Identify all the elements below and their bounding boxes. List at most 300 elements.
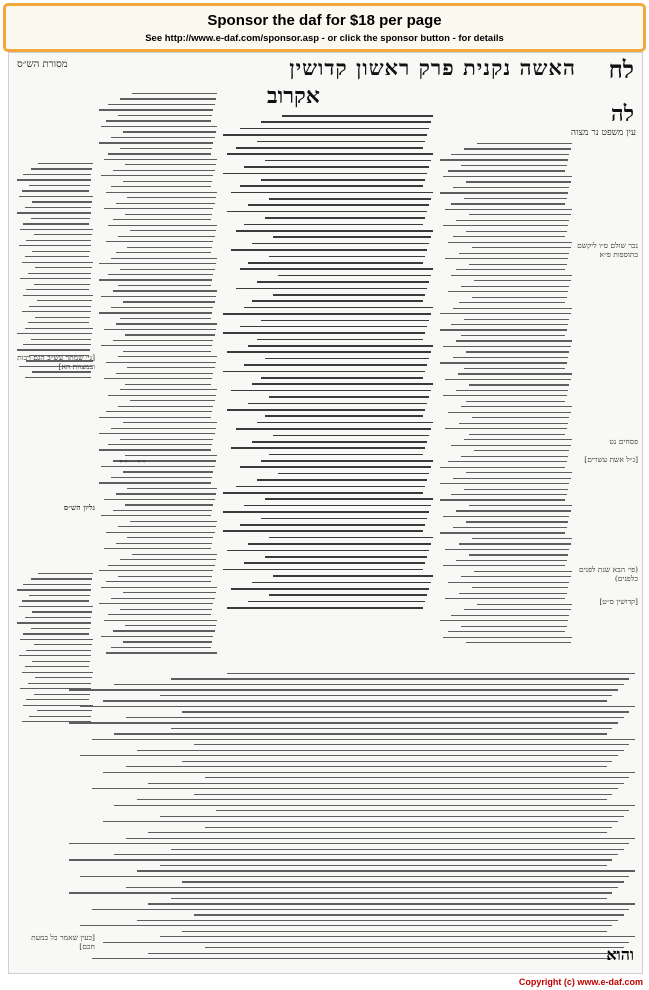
- text-line: [464, 609, 571, 610]
- text-line: [456, 269, 566, 270]
- text-line: [472, 538, 572, 539]
- text-line: [461, 456, 568, 457]
- text-line: [466, 472, 572, 473]
- text-line: [231, 588, 428, 590]
- text-line: [103, 772, 635, 773]
- text-line: [182, 761, 612, 762]
- text-line: [231, 192, 433, 194]
- text-line: [92, 958, 613, 959]
- text-line: [466, 642, 570, 643]
- text-line: [448, 631, 565, 632]
- text-line: [236, 230, 433, 232]
- text-line: [116, 252, 212, 253]
- text-line: [469, 505, 572, 506]
- text-line: [223, 371, 425, 373]
- text-line: [108, 395, 215, 396]
- text-line: [99, 482, 211, 483]
- daf-number: לח: [608, 55, 634, 84]
- text-line: [29, 185, 90, 186]
- text-line: [80, 876, 629, 877]
- text-line: [23, 223, 89, 224]
- text-line: [461, 406, 572, 407]
- text-line: [194, 794, 613, 795]
- text-line: [456, 560, 567, 561]
- text-line: [114, 805, 635, 806]
- text-line: [269, 198, 431, 200]
- text-line: [453, 478, 570, 479]
- text-line: [227, 550, 429, 552]
- text-line: [23, 633, 89, 634]
- text-line: [23, 295, 93, 296]
- text-line: [445, 209, 572, 210]
- text-line: [99, 142, 213, 143]
- text-line: [223, 134, 427, 136]
- text-line: [240, 524, 425, 526]
- text-line: [99, 417, 211, 418]
- text-line: [127, 537, 213, 538]
- text-line: [123, 641, 213, 642]
- text-line: [248, 204, 429, 206]
- text-line: [171, 898, 607, 899]
- text-line: [113, 630, 214, 631]
- text-line: [273, 435, 428, 437]
- text-line: [252, 582, 431, 584]
- text-line: [269, 256, 424, 258]
- text-line: [451, 445, 571, 446]
- text-line: [223, 511, 429, 513]
- masechet-label: מסורת הש״ס: [17, 59, 68, 70]
- daf-quote-label: עין משפט נר מצוה: [570, 128, 636, 138]
- text-line: [101, 175, 213, 176]
- text-line: [244, 224, 423, 226]
- text-line: [116, 543, 213, 544]
- text-line: [464, 439, 572, 440]
- text-line: [451, 615, 570, 616]
- text-line: [103, 700, 607, 701]
- text-line: [223, 569, 423, 571]
- text-line: [92, 788, 618, 789]
- text-line: [113, 170, 214, 171]
- text-line: [69, 859, 612, 860]
- text-line: [440, 499, 565, 500]
- text-line: [34, 644, 93, 645]
- text-line: [461, 576, 571, 577]
- text-line: [257, 339, 423, 341]
- text-line: [448, 461, 567, 462]
- text-line: [248, 601, 424, 603]
- text-line: [25, 207, 92, 208]
- text-line: [37, 300, 92, 301]
- margin-note: (פי׳ הבא שנת לפנים כלפנים): [579, 565, 638, 583]
- talmud-page: [8, 52, 643, 974]
- text-line: [223, 173, 427, 175]
- text-line: [223, 313, 431, 315]
- text-line: [137, 799, 607, 800]
- text-line: [80, 925, 612, 926]
- text-line: [106, 411, 212, 412]
- text-line: [28, 322, 90, 323]
- text-line: [227, 351, 431, 353]
- page-header-title: האשה נקנית פרק ראשון קדושין: [289, 55, 576, 80]
- text-line: [464, 319, 570, 320]
- text-line: [160, 816, 624, 817]
- text-line: [466, 401, 565, 402]
- text-line: [205, 777, 630, 778]
- text-line: [118, 236, 215, 237]
- text-line: [472, 247, 571, 248]
- text-line: [101, 636, 213, 637]
- text-line: [120, 98, 216, 99]
- text-line: [269, 396, 429, 398]
- text-line: [453, 527, 567, 528]
- text-line: [474, 450, 569, 451]
- text-line: [111, 258, 217, 259]
- text-line: [126, 717, 624, 718]
- text-line: [17, 333, 92, 334]
- text-line: [466, 351, 569, 352]
- text-line: [31, 218, 90, 219]
- text-line: [240, 466, 431, 468]
- bottom-commentary: [69, 673, 635, 963]
- text-line: [103, 821, 618, 822]
- text-line: [99, 433, 215, 434]
- text-line: [137, 750, 624, 751]
- text-line: [461, 286, 569, 287]
- text-line: [26, 289, 89, 290]
- text-line: [123, 301, 215, 302]
- text-line: [99, 279, 212, 280]
- text-line: [32, 251, 90, 252]
- text-line: [126, 887, 618, 888]
- text-line: [440, 329, 567, 330]
- text-line: [443, 565, 566, 566]
- text-line: [125, 164, 216, 165]
- text-line: [265, 498, 433, 500]
- text-line: [453, 308, 572, 309]
- text-line: [171, 849, 624, 850]
- text-line: [445, 258, 568, 259]
- text-line: [32, 611, 92, 612]
- text-line: [22, 600, 90, 601]
- text-line: [466, 181, 570, 182]
- text-line: [116, 373, 214, 374]
- text-line: [106, 241, 213, 242]
- text-line: [278, 275, 431, 277]
- text-line: [111, 598, 215, 599]
- text-line: [440, 532, 565, 533]
- text-line: [261, 518, 427, 520]
- text-line: [92, 739, 635, 740]
- text-line: [113, 510, 212, 511]
- text-line: [123, 351, 212, 352]
- text-line: [123, 471, 214, 472]
- text-line: [227, 211, 427, 213]
- text-line: [461, 165, 567, 166]
- text-line: [120, 269, 214, 270]
- text-line: [443, 395, 567, 396]
- text-line: [456, 390, 568, 391]
- text-line: [453, 187, 569, 188]
- text-line: [25, 617, 92, 618]
- text-line: [440, 192, 568, 193]
- text-line: [469, 384, 569, 385]
- text-line: [111, 428, 216, 429]
- text-line: [137, 920, 618, 921]
- text-line: [125, 504, 214, 505]
- text-line: [240, 268, 433, 270]
- text-line: [23, 344, 91, 345]
- text-line: [231, 249, 426, 251]
- text-line: [248, 403, 427, 405]
- text-line: [459, 302, 566, 303]
- text-line: [273, 294, 424, 296]
- text-line: [104, 159, 217, 160]
- text-line: [69, 722, 618, 723]
- text-line: [25, 256, 90, 257]
- text-line: [461, 626, 567, 627]
- text-line: [111, 307, 214, 308]
- text-line: [31, 578, 93, 579]
- text-line: [25, 328, 93, 329]
- text-line: [19, 245, 91, 246]
- text-line: [125, 625, 216, 626]
- text-line: [205, 947, 624, 948]
- text-line: [448, 412, 571, 413]
- text-line: [114, 733, 606, 734]
- text-line: [137, 870, 635, 871]
- text-line: [194, 744, 630, 745]
- text-line: [451, 154, 570, 155]
- text-line: [461, 335, 565, 336]
- text-line: [34, 234, 93, 235]
- rashi-column: [440, 143, 572, 655]
- text-line: [443, 516, 570, 517]
- text-line: [17, 622, 91, 623]
- text-line: [265, 160, 431, 162]
- text-line: [282, 115, 433, 117]
- text-line: [22, 190, 90, 191]
- text-line: [236, 147, 423, 149]
- gemara-column: [223, 115, 433, 657]
- text-line: [469, 554, 568, 555]
- text-line: [32, 371, 91, 372]
- text-line: [458, 373, 572, 374]
- text-line: [101, 296, 215, 297]
- text-line: [443, 176, 572, 177]
- text-line: [108, 444, 212, 445]
- text-line: [472, 297, 567, 298]
- copyright-text[interactable]: Copyright (c) www.e-daf.com: [518, 977, 643, 987]
- text-line: [19, 196, 93, 197]
- text-line: [123, 422, 217, 423]
- text-line: [114, 854, 618, 855]
- text-line: [111, 647, 211, 648]
- text-line: [466, 231, 566, 232]
- text-line: [171, 728, 612, 729]
- text-line: [445, 428, 566, 429]
- text-line: [216, 810, 629, 811]
- text-line: [227, 607, 422, 609]
- text-line: [464, 368, 566, 369]
- text-line: [236, 486, 425, 488]
- text-line: [17, 349, 90, 350]
- text-line: [104, 620, 217, 621]
- text-line: [194, 914, 624, 915]
- text-line: [257, 479, 427, 481]
- text-line: [248, 262, 422, 264]
- text-line: [108, 104, 214, 105]
- text-line: [443, 225, 568, 226]
- text-line: [456, 220, 570, 221]
- text-line: [99, 263, 216, 264]
- text-line: [120, 318, 211, 319]
- text-line: [25, 666, 90, 667]
- sponsor-banner[interactable]: [3, 3, 646, 52]
- text-line: [160, 865, 607, 866]
- text-line: [125, 214, 212, 215]
- text-line: [113, 290, 217, 291]
- text-line: [451, 275, 572, 276]
- text-line: [108, 614, 211, 615]
- text-line: [261, 320, 429, 322]
- text-line: [118, 356, 217, 357]
- text-line: [244, 505, 431, 507]
- text-line: [38, 573, 93, 574]
- text-line: [464, 489, 568, 490]
- text-line: [104, 329, 216, 330]
- text-line: [464, 198, 567, 199]
- text-line: [269, 537, 433, 539]
- text-line: [244, 307, 433, 309]
- text-line: [17, 589, 91, 590]
- text-line: [244, 364, 427, 366]
- sponsor-subtitle[interactable]: See http://www.e-daf.com/sponsor.asp - or click the sponsor button - for details: [145, 33, 504, 44]
- text-line: [252, 243, 428, 245]
- text-line: [236, 288, 427, 290]
- text-line: [118, 115, 212, 116]
- text-line: [451, 494, 567, 495]
- text-line: [106, 581, 211, 582]
- text-line: [101, 587, 217, 588]
- text-line: [223, 530, 423, 532]
- text-line: [273, 236, 431, 238]
- text-line: [440, 313, 571, 314]
- text-line: [448, 291, 568, 292]
- text-line: [440, 483, 569, 484]
- text-line: [26, 240, 91, 241]
- text-line: [113, 219, 211, 220]
- text-line: [101, 515, 211, 516]
- text-line: [19, 655, 91, 656]
- tosafot-column: [99, 93, 217, 657]
- text-line: [248, 345, 433, 347]
- text-line: [445, 549, 569, 550]
- text-line: [104, 378, 213, 379]
- text-line: [451, 203, 566, 204]
- text-line: [472, 587, 568, 588]
- text-line: [101, 345, 212, 346]
- margin-note: [קדושין ס״ט]: [599, 597, 638, 606]
- text-line: [31, 168, 93, 169]
- text-line: [472, 417, 570, 418]
- text-line: [171, 678, 629, 679]
- text-line: [23, 174, 91, 175]
- text-line: [17, 179, 91, 180]
- text-line: [252, 383, 433, 385]
- page-header: [9, 53, 642, 83]
- text-line: [103, 942, 629, 943]
- text-line: [104, 499, 215, 500]
- text-line: [69, 689, 618, 690]
- text-line: [19, 606, 93, 607]
- text-line: [106, 652, 217, 653]
- text-line: [469, 264, 567, 265]
- text-line: [445, 379, 570, 380]
- text-line: [182, 711, 629, 712]
- opening-word: אקרוב: [267, 83, 320, 109]
- text-line: [448, 170, 565, 171]
- text-line: [38, 163, 93, 164]
- text-line: [130, 400, 215, 401]
- text-line: [240, 185, 423, 187]
- text-line: [445, 598, 565, 599]
- text-line: [99, 312, 212, 313]
- text-line: [474, 571, 572, 572]
- text-line: [182, 881, 623, 882]
- text-line: [474, 280, 570, 281]
- text-line: [273, 575, 433, 577]
- margin-note: [ג״ל אשת עשרים]: [584, 455, 638, 464]
- text-line: [120, 609, 212, 610]
- text-line: [278, 473, 429, 475]
- text-line: [104, 548, 211, 549]
- text-line: [32, 201, 92, 202]
- closing-word: והוא: [606, 945, 634, 964]
- text-line: [69, 892, 612, 893]
- text-line: [111, 477, 212, 478]
- text-line: [453, 236, 565, 237]
- text-line: [265, 415, 423, 417]
- text-line: [252, 441, 426, 443]
- text-line: [252, 300, 422, 302]
- text-line: [240, 128, 429, 130]
- text-line: [448, 242, 572, 243]
- text-line: [92, 909, 630, 910]
- text-line: [125, 334, 215, 335]
- text-line: [120, 559, 216, 560]
- text-line: [118, 526, 216, 527]
- text-line: [244, 166, 429, 168]
- sponsor-title[interactable]: Sponsor the daf for $18 per page: [207, 12, 442, 29]
- text-line: [99, 570, 213, 571]
- text-line: [440, 159, 568, 160]
- text-line: [116, 493, 216, 494]
- text-line: [114, 684, 623, 685]
- text-line: [182, 931, 607, 932]
- text-line: [469, 214, 571, 215]
- text-line: [231, 447, 424, 449]
- text-line: [108, 565, 214, 566]
- section-divider-icon: ⊷⋯⊷: [119, 457, 146, 467]
- gilyon-hashas-heading: גליון הש״ס: [63, 503, 95, 512]
- text-line: [23, 584, 91, 585]
- text-line: [29, 595, 90, 596]
- text-line: [126, 838, 635, 839]
- text-line: [69, 843, 629, 844]
- text-line: [29, 306, 91, 307]
- text-line: [26, 650, 91, 651]
- margin-note: נכר שולם ס״ו ליקשם בתוספות פ״א: [577, 241, 638, 259]
